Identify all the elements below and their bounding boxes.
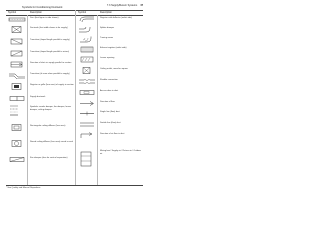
louver-symbol xyxy=(78,56,96,63)
turning-vane-description: Turning vanes xyxy=(100,37,114,39)
drawing-symbols-page xyxy=(0,0,149,198)
ceiling-outlet-symbol xyxy=(78,67,96,74)
running-head xyxy=(107,4,143,7)
flexible-symbol xyxy=(78,78,96,85)
offset-duct-symbol xyxy=(8,72,26,79)
sloped-duct-description: Transition (sloped length parallel to supply) xyxy=(30,39,70,41)
single-line-symbol xyxy=(78,110,96,117)
volume-damper-description: Supply ductwork xyxy=(30,96,46,98)
return-duct-description: Transition (sloped length parallel to return) xyxy=(30,51,69,53)
splitter-symbol xyxy=(78,26,96,33)
round-elbow-symbol xyxy=(8,140,26,147)
exhaust-duct-description: Direction of duct air supply parallel to section xyxy=(30,62,72,64)
supply-section-symbol xyxy=(8,83,26,90)
turning-vane-symbol xyxy=(78,36,96,43)
mixing-box-description: Mixing box / Supply air / Return air / Outdoor air xyxy=(100,150,142,155)
column-header-symbol-right: Symbol xyxy=(78,11,86,14)
bottom-rule xyxy=(6,185,143,186)
louver-description: Louver opening xyxy=(100,57,115,59)
column-divider-right xyxy=(97,15,98,185)
damper-list-description: Symbols: smoke damper, fire damper, louver damper, ceiling damper xyxy=(30,106,72,111)
offset-duct-description: Transition (of vane when parallel to supply) xyxy=(30,73,70,75)
elbow-arrow-symbol xyxy=(78,132,96,139)
flexible-description: Flexible connection xyxy=(100,79,118,81)
fire-damper-description: Fire damper (also for vertical separation) xyxy=(30,157,68,159)
grille-description: Exhaust register (outlet side) xyxy=(100,47,127,49)
column-divider-center xyxy=(75,10,76,185)
double-line-symbol xyxy=(78,121,96,128)
duct-size-description: Duct (first figure is side shown) xyxy=(30,17,59,19)
double-line-description: Double line (flow) duct xyxy=(100,122,121,124)
splitter-description: Splitter damper xyxy=(100,27,115,29)
table-caption: Symbols for Conditioning Ductwork xyxy=(22,6,63,9)
column-divider-left xyxy=(27,15,28,185)
sloped-duct-symbol xyxy=(8,38,26,45)
column-header-symbol-left: Symbol xyxy=(8,11,16,14)
column-header-description-left: Description xyxy=(30,11,42,14)
access-door-description: Access door in duct xyxy=(100,90,119,92)
rectangular-elbow-description: Rectangular ceiling diffuser (free area) xyxy=(30,125,66,127)
exhaust-duct-symbol xyxy=(8,61,26,68)
rectangular-elbow-symbol xyxy=(8,124,26,131)
column-header-description-right: Description xyxy=(100,11,112,14)
flow-arrow-symbol xyxy=(78,100,96,107)
mixing-box-symbol xyxy=(78,150,96,170)
duct-section-up-symbol xyxy=(8,26,26,33)
fire-damper-symbol xyxy=(8,156,26,163)
flow-arrow-description: Direction of flow xyxy=(100,101,115,103)
volume-damper-symbol xyxy=(8,95,26,102)
gooseneck-symbol xyxy=(78,16,96,23)
gooseneck-description: Register with deflector (outlet side) xyxy=(100,17,132,19)
damper-list-symbol xyxy=(8,104,26,118)
grille-symbol xyxy=(78,46,96,53)
round-elbow-description: Round ceiling diffuser (free area) round or oval xyxy=(30,141,73,143)
duct-section-up-description: Ductwork (first width shown is for supply) xyxy=(30,27,68,29)
elbow-arrow-description: Direction of air flow in duct xyxy=(100,133,125,135)
supply-section-description: Register or grille (free area) of supply in section xyxy=(30,84,74,86)
single-line-description: Single line (flow) duct xyxy=(100,111,120,113)
duct-size-symbol xyxy=(8,16,26,23)
page-number: 47 xyxy=(140,4,143,7)
access-door-symbol xyxy=(78,89,96,96)
return-duct-symbol xyxy=(8,50,26,57)
ceiling-outlet-description: Ceiling outlet, round or square xyxy=(100,68,128,70)
running-head-title: 7.3 Supply/Return Systems xyxy=(106,4,138,7)
footnote: * See Quality and Manual Reproduce. xyxy=(6,187,41,189)
